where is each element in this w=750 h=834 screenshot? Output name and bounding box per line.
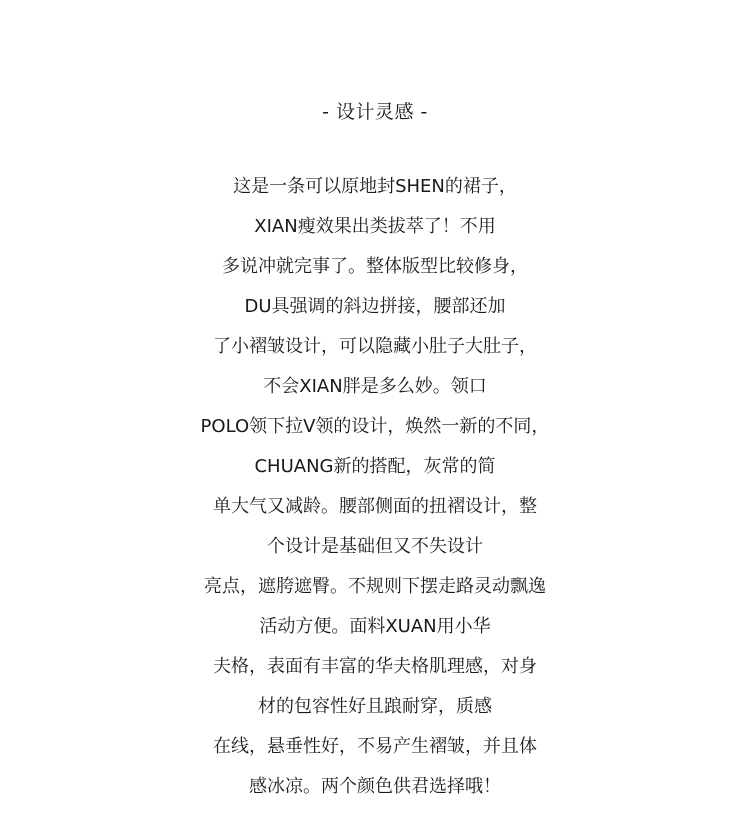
text-line: 材的包容性好且踉耐穿，质感 xyxy=(258,696,492,717)
text-line: DU具强调的斜边拼接，腰部还加 xyxy=(244,296,506,317)
text-line: 这是一条可以原地封SHEN的裙子， xyxy=(233,176,517,197)
text-line: 多说冲就完事了。整体版型比较修身， xyxy=(222,256,528,277)
text-line: 活动方便。面料XUAN用小华 xyxy=(259,616,491,637)
text-line: CHUANG新的搭配，灰常的简 xyxy=(254,456,496,477)
text-line: XIAN瘦效果出类拔萃了！不用 xyxy=(254,216,496,237)
text-line: 个设计是基础但又不失设计 xyxy=(267,536,483,557)
text-line: 感冰凉。两个颜色供君选择哦！ xyxy=(249,776,501,797)
text-line: 不会XIAN胖是多么妙。领口 xyxy=(263,376,487,397)
text-line: POLO领下拉V领的设计，焕然一新的不同， xyxy=(200,416,550,437)
text-line: 夫格，表面有丰富的华夫格肌理感，对身 xyxy=(213,656,537,677)
text-line: 了小褶皱设计，可以隐藏小肚子大肚子， xyxy=(213,336,537,357)
design-inspiration-text xyxy=(0,170,750,810)
text-line: 在线，悬垂性好，不易产生褶皱，并且体 xyxy=(213,736,537,757)
text-line: 单大气又减龄。腰部侧面的扭褶设计，整 xyxy=(213,496,537,517)
section-heading: - 设计灵感 - xyxy=(322,101,428,123)
text-line: 亮点，遮胯遮臀。不规则下摆走路灵动飘逸 xyxy=(204,576,546,597)
